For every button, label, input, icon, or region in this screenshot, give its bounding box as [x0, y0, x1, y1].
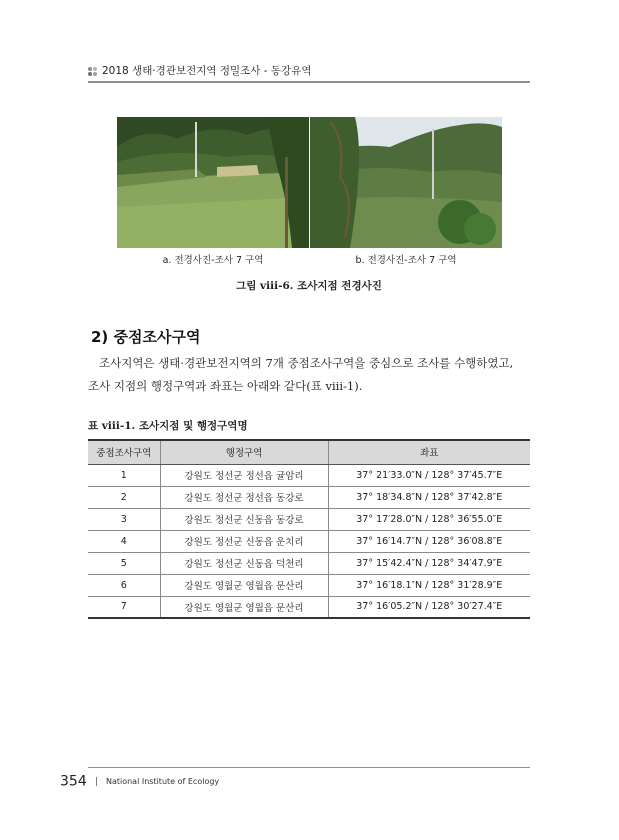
cell-district: 강원도 영월군 영월읍 문산리: [160, 596, 328, 618]
table-row: [88, 486, 530, 508]
cell-district: 강원도 정선군 정선읍 동강로: [160, 486, 328, 508]
section-paragraph: [88, 352, 530, 398]
cell-zone: 5: [88, 552, 160, 574]
cell-district: 강원도 정선군 신동읍 운치리: [160, 530, 328, 552]
paragraph-line: 조사지역은 생태·경관보전지역의 7개 중점조사구역을 중심으로 조사를 수행하였고,: [99, 356, 514, 370]
cell-coordinates: 37° 16′14.7″N / 128° 36′08.8″E: [328, 530, 530, 552]
table-row: [88, 574, 530, 596]
page-footer: [60, 771, 219, 791]
cell-zone: 4: [88, 530, 160, 552]
header-dot: [88, 72, 92, 76]
table-row: [88, 508, 530, 530]
header-coordinates: 좌표: [328, 440, 530, 464]
cell-district: 강원도 영월군 영월읍 문산리: [160, 574, 328, 596]
header-zone: 중점조사구역: [88, 440, 160, 464]
paragraph-line: 조사 지점의 행정구역과 좌표는 아래와 같다(표 ⅷ-1).: [88, 379, 363, 393]
photo-b: [310, 117, 502, 248]
footer-divider: [88, 767, 530, 768]
footer-publisher: National Institute of Ecology: [105, 777, 220, 786]
table-row: [88, 596, 530, 618]
photo-b-caption: b. 전경사진-조사 7 구역: [355, 255, 457, 266]
table-title: 표 ⅷ-1. 조사지점 및 행정구역명: [88, 420, 248, 432]
photo-a: [117, 117, 309, 248]
cell-zone: 3: [88, 508, 160, 530]
cell-coordinates: 37° 21′33.0″N / 128° 37′45.7″E: [328, 464, 530, 486]
cell-district: 강원도 정선군 정선읍 귤암리: [160, 464, 328, 486]
cell-coordinates: 37° 15′42.4″N / 128° 34′47.9″E: [328, 552, 530, 574]
cell-district: 강원도 정선군 신동읍 덕천리: [160, 552, 328, 574]
page-number: 354: [60, 773, 87, 790]
cell-coordinates: 37° 16′18.1″N / 128° 31′28.9″E: [328, 574, 530, 596]
cell-zone: 7: [88, 596, 160, 618]
survey-site-table: [88, 439, 530, 619]
header-admin-district: 행정구역: [160, 440, 328, 464]
cell-zone: 2: [88, 486, 160, 508]
cell-zone: 1: [88, 464, 160, 486]
header-dot: [88, 67, 92, 71]
figure-title: 그림 ⅷ-6. 조사지점 전경사진: [236, 280, 382, 292]
header-dot: [93, 72, 97, 76]
photo-a-caption: a. 전경사진-조사 7 구역: [162, 255, 264, 266]
table-row: [88, 464, 530, 486]
cell-zone: 6: [88, 574, 160, 596]
table-row: [88, 530, 530, 552]
table-row: [88, 552, 530, 574]
running-header: [88, 64, 530, 80]
footer-separator: |: [94, 776, 98, 787]
header-dot: [93, 67, 97, 71]
cell-coordinates: 37° 16′05.2″N / 128° 30′27.4″E: [328, 596, 530, 618]
header-divider: [88, 81, 530, 83]
section-heading: 2) 중점조사구역: [91, 328, 201, 346]
header-title: 2018 생태·경관보전지역 정밀조사 - 동강유역: [102, 65, 312, 77]
table-header-row: [88, 440, 530, 464]
cell-district: 강원도 정선군 신동읍 동강로: [160, 508, 328, 530]
cell-coordinates: 37° 17′28.0″N / 128° 36′55.0″E: [328, 508, 530, 530]
header-dots-icon: [88, 67, 98, 77]
cell-coordinates: 37° 18′34.8″N / 128° 37′42.8″E: [328, 486, 530, 508]
